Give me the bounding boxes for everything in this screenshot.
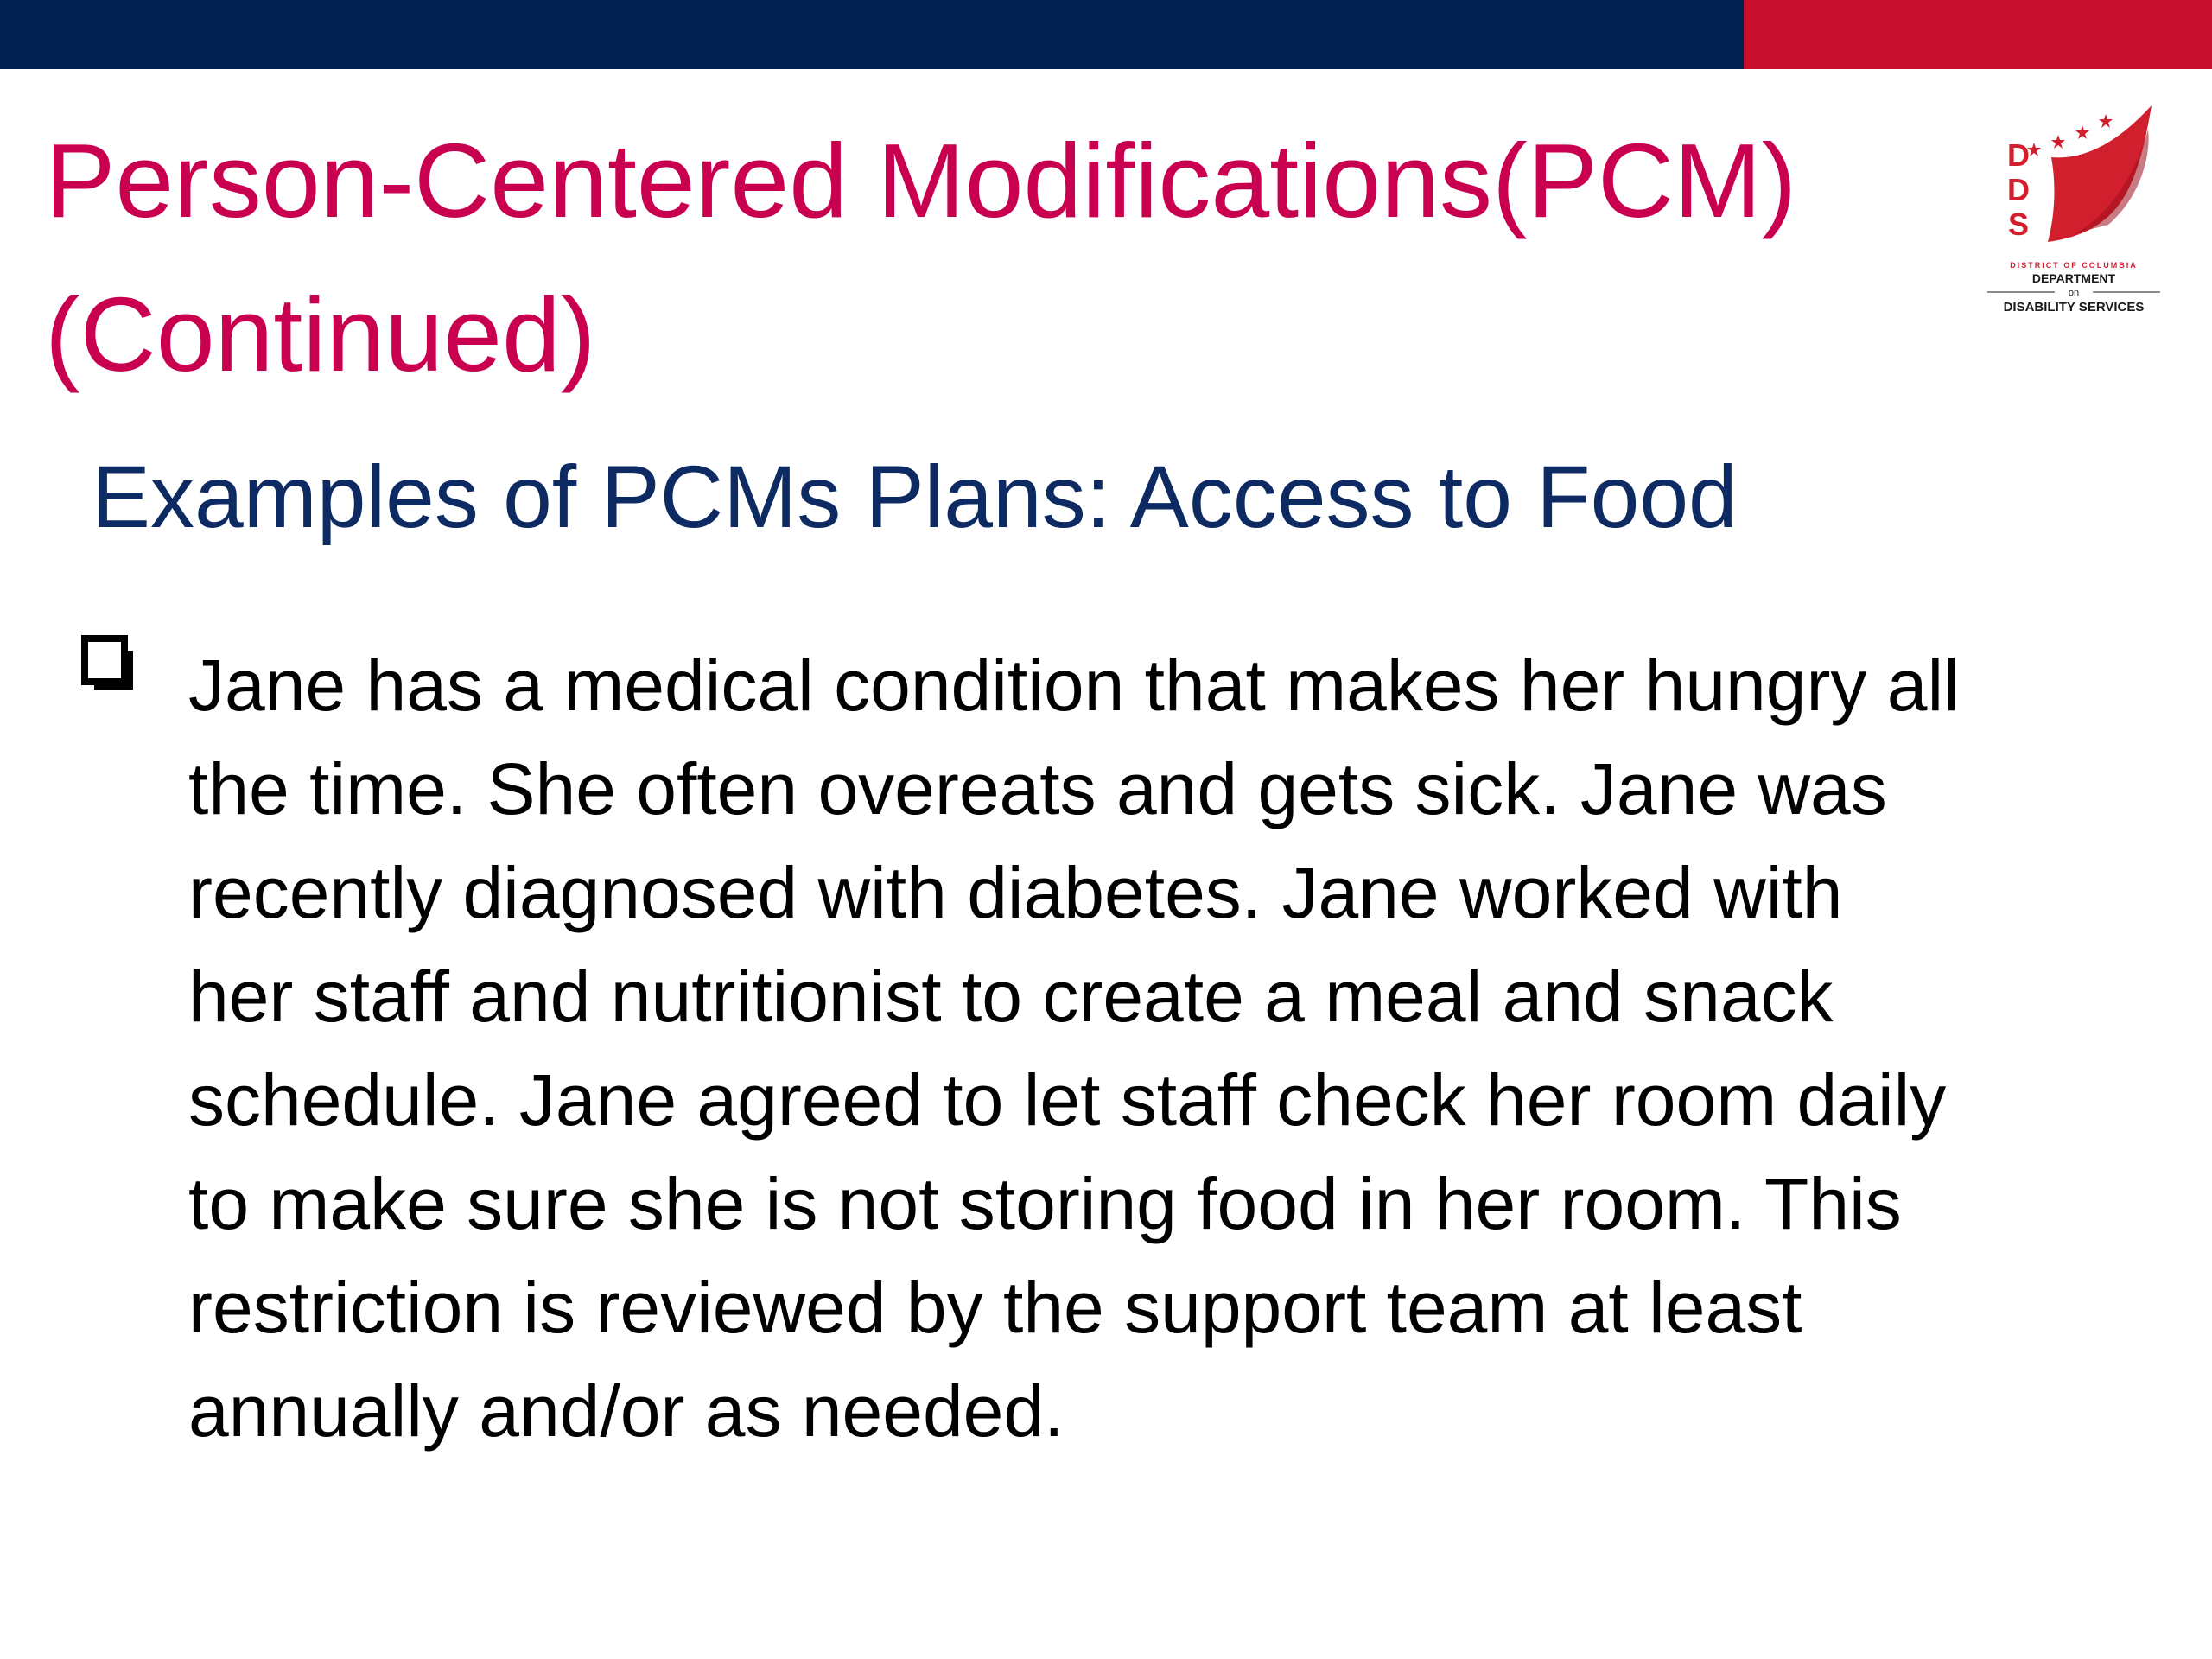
slide-title xyxy=(45,104,1946,411)
bullet-line-6: to make sure she is not storing food in her room. This xyxy=(188,1163,1902,1244)
bullet-line-8: annually and/or as needed. xyxy=(188,1370,1065,1452)
top-bar-navy xyxy=(0,0,1744,69)
logo-text-line4: DISABILITY SERVICES xyxy=(2003,300,2145,315)
dds-logo xyxy=(1979,95,2169,328)
top-bar-red xyxy=(1744,0,2212,69)
title-line-2: (Continued) xyxy=(45,276,596,393)
bullet-line-3: recently diagnosed with diabetes. Jane worked with xyxy=(188,852,1843,933)
checkbox-icon xyxy=(81,633,137,694)
logo-letter-d1: D xyxy=(2007,137,2030,173)
logo-star xyxy=(2099,114,2113,128)
logo-star xyxy=(2075,125,2089,139)
slide-subtitle: Examples of PCMs Plans: Access to Food xyxy=(92,448,1738,546)
logo-letter-s: S xyxy=(2007,207,2030,242)
bullet-text xyxy=(188,633,2176,1463)
bullet-line-7: restriction is reviewed by the support team at least xyxy=(188,1267,1802,1348)
logo-star xyxy=(2051,135,2065,149)
logo-text-line1: DISTRICT OF COLUMBIA xyxy=(2010,261,2138,270)
bullet-line-4: her staff and nutritionist to create a meal and snack xyxy=(188,956,1834,1037)
bullet-line-1: Jane has a medical condition that makes her hungry all xyxy=(188,645,1960,726)
bullet-line-2: the time. She often overeats and gets sick. Jane was xyxy=(188,748,1887,830)
title-line-1: Person-Centered Modifications(PCM) xyxy=(45,122,1797,239)
logo-text-line3: on xyxy=(2068,288,2080,298)
logo-letter-d2: D xyxy=(2007,172,2030,207)
bullet-line-5: schedule. Jane agreed to let staff check her room daily xyxy=(188,1059,1947,1141)
logo-text-line2: DEPARTMENT xyxy=(2031,271,2116,285)
